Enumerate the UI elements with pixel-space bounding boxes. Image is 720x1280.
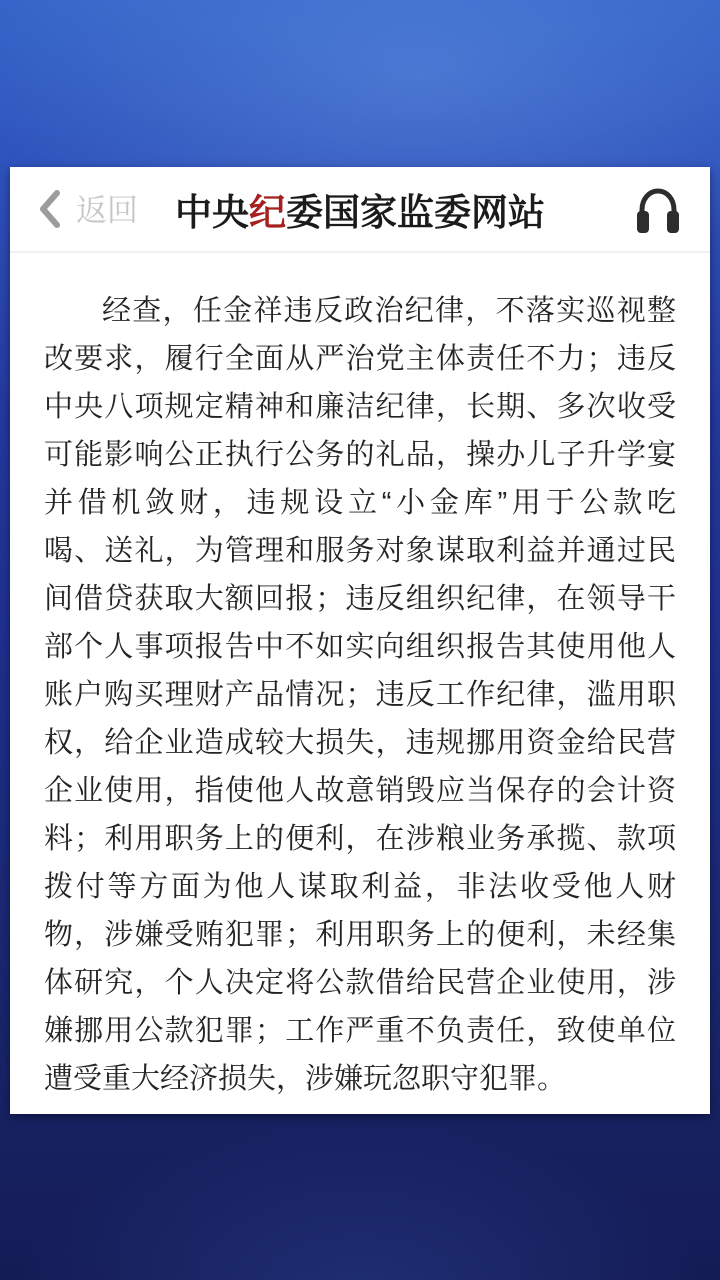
audio-button[interactable] xyxy=(634,167,682,251)
text-line: 权，给企业造成较大损失，违规挪用资金给民营 xyxy=(44,727,676,759)
text-line: 喝、送礼，为管理和服务对象谋取利益并通过民 xyxy=(44,535,676,567)
page-title xyxy=(10,167,710,251)
text-line: 部个人事项报告中不如实向组织报告其使用他人 xyxy=(44,631,676,663)
text-line: 遭受重大经济损失，涉嫌玩忽职守犯罪。 xyxy=(44,1063,567,1095)
text-line: 嫌挪用公款犯罪；工作严重不负责任，致使单位 xyxy=(44,1015,676,1047)
text-line: 可能影响公正执行公务的礼品，操办儿子升学宴 xyxy=(44,439,676,471)
text-line: 中央八项规定精神和廉洁纪律，长期、多次收受 xyxy=(44,391,676,423)
text-line: 企业使用，指使他人故意销毁应当保存的会计资 xyxy=(44,775,676,807)
text-line: 并借机敛财，违规设立“小金库”用于公款吃 xyxy=(44,487,676,519)
text-line: 拨付等方面为他人谋取利益，非法收受他人财 xyxy=(44,871,676,903)
text-line: 物，涉嫌受贿犯罪；利用职务上的便利，未经集 xyxy=(44,919,676,951)
text-line: 改要求，履行全面从严治党主体责任不力；违反 xyxy=(44,343,676,375)
back-button-label: 返回 xyxy=(76,192,138,228)
page-title-accent: 纪 xyxy=(249,192,286,233)
text-line: 料；利用职务上的便利，在涉粮业务承揽、款项 xyxy=(44,823,676,855)
page-title-part2: 委国家监委网站 xyxy=(286,192,545,233)
header-bar xyxy=(10,167,710,253)
article-card xyxy=(10,167,710,1114)
article-body xyxy=(10,253,710,1103)
text-line: 间借贷获取大额回报；违反组织纪律，在领导干 xyxy=(44,583,676,615)
text-line: 经查，任金祥违反政治纪律，不落实巡视整 xyxy=(102,295,676,327)
text-line: 体研究，个人决定将公款借给民营企业使用，涉 xyxy=(44,967,676,999)
text-line: 账户购买理财产品情况；违反工作纪律，滥用职 xyxy=(44,679,676,711)
page-title-part1: 中央 xyxy=(175,192,249,233)
headphones-icon xyxy=(634,183,682,235)
